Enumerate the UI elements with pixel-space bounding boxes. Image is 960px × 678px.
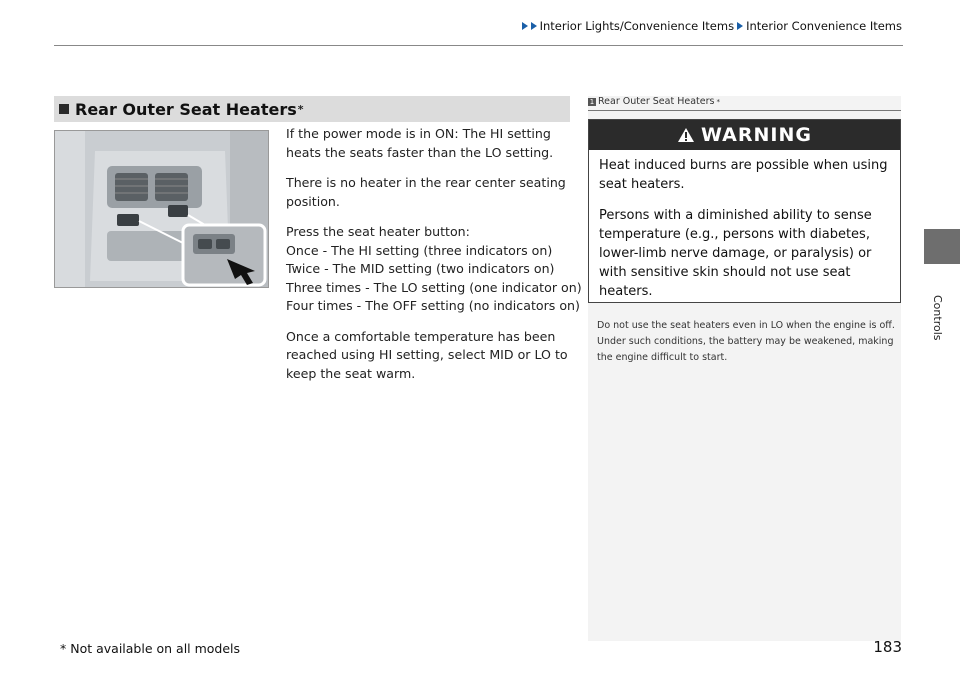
warning-box xyxy=(588,119,901,303)
breadcrumb-item[interactable]: Interior Convenience Items xyxy=(746,19,902,33)
warning-body xyxy=(589,150,900,301)
section-heading xyxy=(54,96,570,122)
section-availability-marker: * xyxy=(297,102,304,116)
chapter-tab[interactable] xyxy=(924,229,960,264)
sidebar-availability-marker: * xyxy=(716,97,720,106)
paragraph-center-seat: There is no heater in the rear center seating position. xyxy=(286,175,566,209)
step-line: Twice - The MID setting (two indicators on) xyxy=(286,261,555,276)
reference-arrow-icon: 1 xyxy=(589,97,595,106)
paragraph-button-steps xyxy=(286,223,582,316)
sidebar-reference-title[interactable] xyxy=(588,96,720,107)
sidebar-note: Do not use the seat heaters even in LO when the engine is off. Under such conditions, the battery may be weakened, making the engine difficult to start. xyxy=(597,320,895,363)
footnote: * Not available on all models xyxy=(60,641,241,656)
breadcrumb xyxy=(522,19,902,33)
warning-triangle-icon xyxy=(677,127,695,143)
warning-text-burns: Heat induced burns are possible when using seat heaters. xyxy=(599,158,888,192)
breadcrumb-arrow-icon xyxy=(737,22,743,30)
section-square-icon xyxy=(59,104,69,114)
breadcrumb-item[interactable]: Interior Lights/Convenience Items xyxy=(539,19,735,33)
paragraph-power-mode: If the power mode is in ON: The HI setting heats the seats faster than the LO setting. xyxy=(286,126,554,160)
header-divider xyxy=(54,45,903,46)
chapter-tab-label: Controls xyxy=(931,295,944,341)
page-number: 183 xyxy=(873,638,902,656)
body-text xyxy=(286,125,582,395)
steps-intro: Press the seat heater button: xyxy=(286,224,470,239)
seat-heater-photo xyxy=(54,130,269,288)
paragraph-comfort: Once a comfortable temperature has been reached using HI setting, select MID or LO to keep the seat warm. xyxy=(286,328,568,381)
step-line: Once - The HI setting (three indicators on) xyxy=(286,242,553,258)
warning-text-sensitivity: Persons with a diminished ability to sense temperature (e.g., persons with diabetes, lower-limb nerve damage, or paralysis) or with sensitive skin should not use seat heaters. xyxy=(599,208,872,299)
rear-console-illustration xyxy=(55,131,269,288)
warning-heading: WARNING xyxy=(701,124,812,146)
sidebar-divider xyxy=(588,110,901,111)
step-line: Three times - The LO setting (one indicator on) xyxy=(286,279,582,295)
breadcrumb-arrow-icon xyxy=(531,22,537,30)
warning-header xyxy=(589,120,900,150)
step-line: Four times - The OFF setting (no indicators on) xyxy=(286,298,580,313)
breadcrumb-arrow-icon xyxy=(522,22,528,30)
sidebar-reference-label: Rear Outer Seat Heaters xyxy=(598,96,715,107)
section-title: Rear Outer Seat Heaters xyxy=(75,99,297,119)
